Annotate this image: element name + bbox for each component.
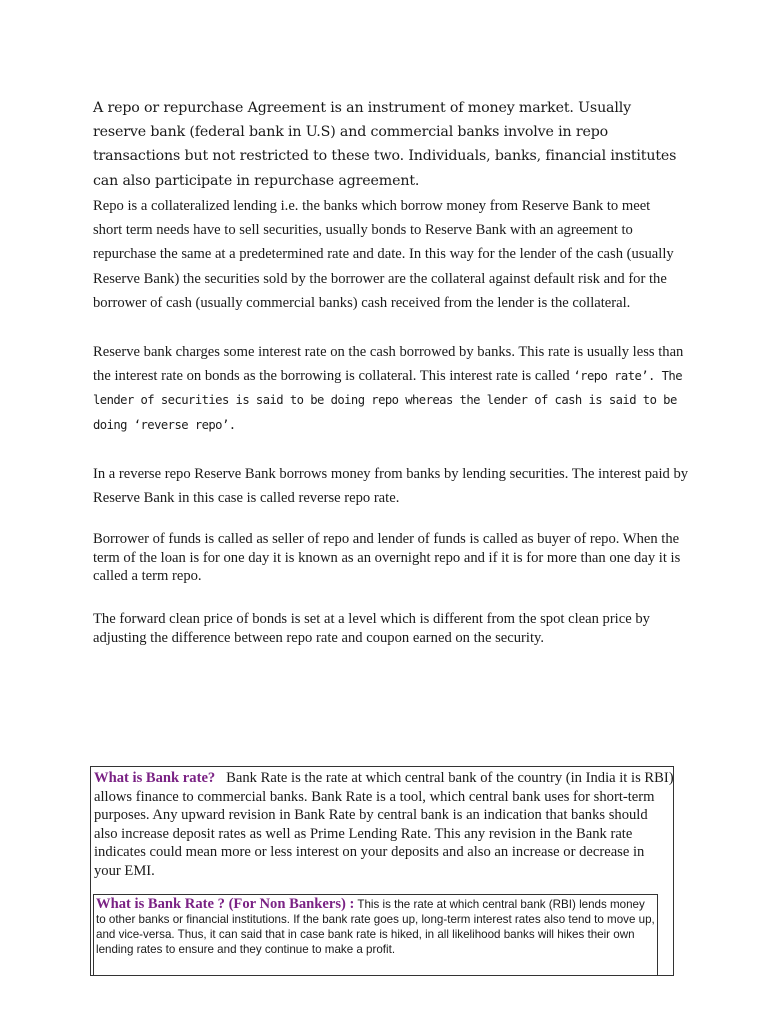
repo-rate-text-mono: ‘repo rate’. The lender of securities is said to be doing repo whereas the lender of cash is said to be doing ‘reverse repo’. bbox=[93, 369, 682, 432]
non-bankers-heading: What is Bank Rate ? (For Non Bankers) : bbox=[96, 896, 355, 912]
non-bankers-body: This is the rate at which central bank (RBI) lends money to other banks or financial institutions. If the bank rate goes up, long-term interest rates also tend to move up, and vice-versa. Thus, it can said that in case bank rate is hiked, in all likelihood banks will hikes their own lending rates to ensure and they continue to make a profit. bbox=[96, 898, 655, 956]
repo-rate-paragraph bbox=[93, 340, 693, 437]
forward-price-paragraph: The forward clean price of bonds is set at a level which is different from the spot clean price by adjusting the difference between repo rate and coupon earned on the security. bbox=[93, 611, 650, 646]
repo-intro-paragraph: A repo or repurchase Agreement is an instrument of money market. Usually reserve bank (federal bank in U.S) and commercial banks involve in repo transactions but not restricted to these two. Individuals, banks, financial institutes can also participate in repurchase agreement. bbox=[93, 100, 677, 189]
bank-rate-body: Bank Rate is the rate at which central bank of the country (in India it is RBI) allows finance to commercial banks. Bank Rate is a tool, which central bank uses for short-term purposes. Any upward revision in Bank Rate by central bank is an indication that banks should also increase deposit rates as well as Prime Lending Rate. This any revision in the Bank rate indicates could mean more or less interest on your deposits and also an increase or decrease in your EMI. bbox=[94, 770, 674, 879]
bank-rate-heading: What is Bank rate? bbox=[94, 770, 216, 786]
non-bankers-box bbox=[93, 894, 658, 976]
repo-collateral-paragraph: Repo is a collateralized lending i.e. the banks which borrow money from Reserve Bank to meet short term needs have to sell securities, usually bonds to Reserve Bank with an agreement to repurchase the same at a predetermined rate and date. In this way for the lender of the cash (usually Reserve Bank) the securities sold by the borrower are the collateral against default risk and for the borrower of cash (usually commercial banks) cash received from the lender is the collateral. bbox=[93, 198, 674, 311]
bank-rate-text bbox=[94, 769, 674, 880]
repo-rate-text-serif: Reserve bank charges some interest rate on the cash borrowed by banks. This rate is usually less than the interest rate on bonds as the borrowing is collateral. This interest rate is called bbox=[93, 344, 684, 385]
term-repo-paragraph: Borrower of funds is called as seller of repo and lender of funds is called as buyer of repo. When the term of the loan is for one day it is known as an overnight repo and if it is for more than one day it is called a term repo. bbox=[93, 531, 681, 584]
non-bankers-text bbox=[96, 897, 656, 957]
reverse-repo-paragraph: In a reverse repo Reserve Bank borrows money from banks by lending securities. The interest paid by Reserve Bank in this case is called reverse repo rate. bbox=[93, 466, 689, 507]
